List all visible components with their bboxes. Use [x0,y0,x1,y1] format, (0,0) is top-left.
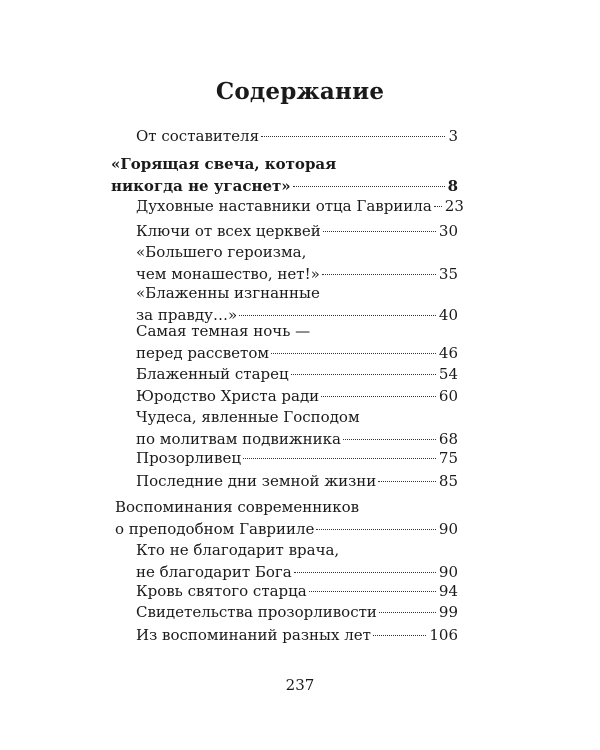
toc-entry-page: 8 [447,177,458,195]
toc-entry-line [111,175,458,197]
toc-entry [115,496,458,540]
toc-entry-page: 85 [438,472,458,490]
toc-entry-page: 23 [444,197,464,215]
dot-leader [322,274,436,275]
page-number: 237 [285,676,315,694]
toc-entry-title: «Блаженны изгнанные [136,284,320,302]
toc-entry-title: Последние дни земной жизни [136,472,377,490]
toc-entry-page: 40 [438,306,458,324]
toc-entry [136,125,458,147]
dot-leader [434,206,442,207]
toc-entry [136,470,458,492]
toc-entry [136,601,458,623]
dot-leader [323,231,436,232]
toc-entry-title: не благодарит Бога [136,563,292,581]
toc-entry-page: 99 [438,603,458,621]
toc-entry-line [136,580,458,602]
toc-entry-page: 3 [448,127,458,145]
toc-entry-line [136,470,458,492]
toc-entry-line [115,496,458,518]
toc-entry-title: От составителя [136,127,260,145]
toc-entry [136,195,464,217]
toc-entry-title: Воспоминания современников [115,498,360,516]
toc-entry-line [136,342,458,364]
toc-entry-line [136,320,458,342]
toc-entry [136,385,458,407]
toc-entry-page: 75 [438,449,458,467]
toc-entry-title: Кровь святого старца [136,582,307,600]
dot-leader [316,529,436,530]
toc-entry-title: «Горящая свеча, которая [111,155,337,173]
dot-leader [293,186,445,187]
dot-leader [378,481,436,482]
dot-leader [261,136,445,137]
toc-entry [136,447,458,469]
toc-entry [136,320,458,364]
dot-leader [343,439,436,440]
toc-entry-line [136,624,458,646]
toc-entry-title: перед рассветом [136,344,270,362]
toc-entry-page: 46 [438,344,458,362]
dot-leader [379,612,436,613]
toc-entry [136,220,458,242]
toc-entry-page: 106 [429,626,458,644]
toc-entry-title: Из воспоминаний разных лет [136,626,371,644]
toc-entry-line [111,153,458,175]
toc-entry-page: 30 [438,222,458,240]
toc-entry-title: Духовные наставники отца Гавриила [136,197,432,215]
toc-entry-title: Юродство Христа ради [136,387,320,405]
toc-entry [136,406,458,450]
toc-entry-title: Чудеса, явленные Господом [136,408,360,426]
toc-entry-title: Ключи от всех церквей [136,222,321,240]
toc-entry-line [136,282,458,304]
page-title: Содержание [215,78,385,105]
toc-entry-line [136,447,458,469]
toc-entry-title: о преподобном Гаврииле [115,520,315,538]
toc-entry-title: Прозорливец [136,449,242,467]
toc-entry-title: чем монашество, нет!» [136,265,320,283]
dot-leader [309,591,436,592]
toc-entry [136,580,458,602]
toc-entry-line [136,195,464,217]
toc-entry-title: Кто не благодарит врача, [136,541,340,559]
dot-leader [373,635,426,636]
toc-entry-line [136,125,458,147]
toc-entry-title: за правду…» [136,306,238,324]
toc-entry-line [136,220,458,242]
dot-leader [291,374,436,375]
dot-leader [239,315,436,316]
toc-entry-line [136,406,458,428]
toc-entry-line [115,518,458,540]
toc-entry-title: Самая темная ночь — [136,322,311,340]
toc-entry-line [136,539,458,561]
toc-entry-line [136,601,458,623]
toc-entry-page: 60 [438,387,458,405]
toc-entry [136,539,458,583]
toc-entry-page: 35 [438,265,458,283]
toc-entry-title: «Большего героизма, [136,243,307,261]
toc-entry [136,363,458,385]
toc-entry-page: 90 [438,520,458,538]
dot-leader [321,396,436,397]
dot-leader [243,458,436,459]
toc-entry-page: 90 [438,563,458,581]
toc-entry [111,153,458,197]
dot-leader [271,353,436,354]
toc-entry-page: 54 [438,365,458,383]
toc-entry-title: Блаженный старец [136,365,289,383]
toc-entry-title: никогда не угаснет» [111,177,291,195]
dot-leader [294,572,436,573]
toc-entry [136,624,458,646]
toc-entry-line [136,385,458,407]
toc-entry-page: 94 [438,582,458,600]
toc-entry-page: 68 [438,430,458,448]
toc-entry-line [136,363,458,385]
toc-entry-title: Свидетельства прозорливости [136,603,377,621]
toc-entry-line [136,241,458,263]
toc-entry-title: по молитвам подвижника [136,430,341,448]
toc-entry [136,241,458,285]
